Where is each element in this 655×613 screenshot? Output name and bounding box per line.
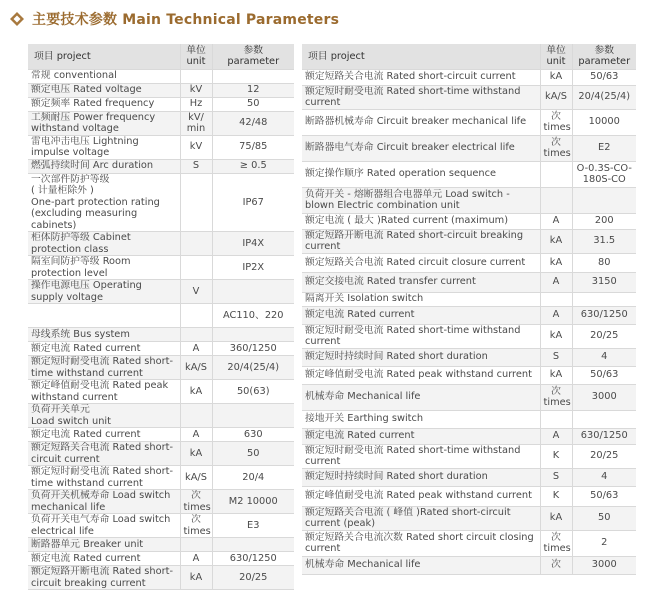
- table-row: [302, 306, 636, 324]
- table-row: [28, 83, 294, 97]
- cell-parameter: [212, 280, 294, 304]
- cell-parameter: 20/4(25/4): [212, 356, 294, 380]
- cell-parameter: 50/63: [572, 366, 636, 384]
- cell-parameter: 50: [212, 97, 294, 111]
- header-parameter: 参数 parameter: [212, 44, 294, 69]
- table-row: [28, 428, 294, 442]
- cell-parameter: ≥ 0.5: [212, 159, 294, 173]
- header-unit: 单位 unit: [180, 44, 212, 69]
- cell-parameter: 10000: [572, 109, 636, 135]
- cell-parameter: [572, 410, 636, 428]
- cell-parameter: 630/1250: [212, 552, 294, 566]
- cell-project: 燃弧持续时间 Arc duration: [28, 159, 180, 173]
- cell-unit: [540, 410, 572, 428]
- cell-project: 额定短时持续时间 Rated short duration: [302, 348, 540, 366]
- parameters-table-right: [302, 44, 636, 575]
- table-header: [28, 44, 294, 69]
- cell-unit: S: [180, 159, 212, 173]
- table-row: [28, 135, 294, 159]
- table-row: [28, 566, 294, 590]
- cell-project: 额定电压 Rated voltage: [28, 83, 180, 97]
- cell-parameter: 20/25: [572, 444, 636, 468]
- cell-project: 额定短时耐受电流 Rated short-time withstand current: [302, 85, 540, 109]
- cell-parameter: IP67: [212, 173, 294, 232]
- cell-unit: kA: [540, 366, 572, 384]
- cell-project: 母线系统 Bus system: [28, 328, 180, 342]
- table-row: [28, 69, 294, 83]
- cell-project: 机械寿命 Mechanical life: [302, 384, 540, 410]
- cell-parameter: 630/1250: [572, 428, 636, 444]
- table-row: [28, 514, 294, 538]
- cell-project: 机械寿命 Mechanical life: [302, 556, 540, 574]
- cell-parameter: 3000: [572, 384, 636, 410]
- cell-project: 常规 conventional: [28, 69, 180, 83]
- cell-project: 额定短路开断电流 Rated short-circuit breaking current: [302, 229, 540, 253]
- cell-project: 额定短时耐受电流 Rated short-time withstand current: [302, 324, 540, 348]
- table-row: [28, 404, 294, 428]
- cell-parameter: 50/63: [572, 69, 636, 85]
- table-row: [302, 384, 636, 410]
- cell-parameter: 630/1250: [572, 306, 636, 324]
- table-row: [302, 69, 636, 85]
- cell-unit: 次 times: [540, 530, 572, 556]
- cell-project: 额定短时耐受电流 Rated short-time withstand current: [28, 466, 180, 490]
- cell-unit: kV: [180, 83, 212, 97]
- cell-project: 操作电源电压 Operating supply voltage: [28, 280, 180, 304]
- cell-project: 接地开关 Earthing switch: [302, 410, 540, 428]
- cell-unit: A: [540, 306, 572, 324]
- cell-unit: 次 times: [540, 384, 572, 410]
- cell-project: 隔室间防护等级 Room protection level: [28, 256, 180, 280]
- cell-parameter: 200: [572, 213, 636, 229]
- cell-project: 隔离开关 Isolation switch: [302, 292, 540, 306]
- cell-unit: kA/S: [180, 356, 212, 380]
- cell-project: 负荷开关单元 Load switch unit: [28, 404, 180, 428]
- cell-parameter: [572, 187, 636, 213]
- cell-unit: kA: [180, 566, 212, 590]
- cell-unit: Hz: [180, 97, 212, 111]
- cell-unit: [180, 304, 212, 328]
- table-row: [302, 187, 636, 213]
- cell-parameter: 360/1250: [212, 342, 294, 356]
- cell-parameter: 50: [572, 506, 636, 530]
- cell-unit: kV: [180, 135, 212, 159]
- table-row: [28, 256, 294, 280]
- cell-project: 断路器单元 Breaker unit: [28, 538, 180, 552]
- table-row: [28, 328, 294, 342]
- cell-parameter: [212, 538, 294, 552]
- cell-parameter: 20/4(25/4): [572, 85, 636, 109]
- cell-project: 额定短路关合电流 Rated short-circuit current: [302, 69, 540, 85]
- table-row: [28, 304, 294, 328]
- table-row: [28, 442, 294, 466]
- table-row: [302, 324, 636, 348]
- cell-parameter: E2: [572, 135, 636, 161]
- table-row: [28, 159, 294, 173]
- cell-project: 柜体防护等级 Cabinet protection class: [28, 232, 180, 256]
- cell-parameter: 3150: [572, 272, 636, 292]
- cell-unit: [180, 404, 212, 428]
- table-row: [28, 356, 294, 380]
- table-row: [302, 213, 636, 229]
- cell-parameter: 2: [572, 530, 636, 556]
- cell-parameter: 75/85: [212, 135, 294, 159]
- cell-unit: kA: [540, 229, 572, 253]
- table-row: [302, 161, 636, 187]
- cell-unit: [180, 173, 212, 232]
- cell-project: 额定短时耐受电流 Rated short-time withstand current: [302, 444, 540, 468]
- cell-unit: 次: [540, 556, 572, 574]
- table-row: [28, 280, 294, 304]
- cell-project: 额定短路关合电流 Rated short-circuit current: [28, 442, 180, 466]
- cell-project: 额定电流 Rated current: [28, 428, 180, 442]
- cell-project: 额定短时持续时间 Rated short duration: [302, 468, 540, 486]
- cell-project: 负荷开关电气寿命 Load switch electrical life: [28, 514, 180, 538]
- cell-unit: A: [540, 272, 572, 292]
- table-row: [302, 468, 636, 486]
- cell-project: 额定短路关合电流 Rated circuit closure current: [302, 253, 540, 272]
- cell-parameter: 20/25: [212, 566, 294, 590]
- cell-parameter: 80: [572, 253, 636, 272]
- cell-unit: 次 times: [540, 135, 572, 161]
- cell-parameter: [572, 292, 636, 306]
- header-unit: 单位 unit: [540, 44, 572, 69]
- table-row: [28, 97, 294, 111]
- cell-project: 额定频率 Rated frequency: [28, 97, 180, 111]
- table-row: [28, 552, 294, 566]
- cell-project: 额定电流 Rated current: [28, 342, 180, 356]
- cell-unit: 次 times: [540, 109, 572, 135]
- cell-project: 断路器电气寿命 Circuit breaker electrical life: [302, 135, 540, 161]
- table-row: [28, 342, 294, 356]
- table-row: [302, 272, 636, 292]
- section-title: [10, 8, 339, 30]
- cell-parameter: O-0.3S-CO- 180S-CO: [572, 161, 636, 187]
- table-row: [302, 253, 636, 272]
- cell-parameter: 12: [212, 83, 294, 97]
- cell-unit: [180, 232, 212, 256]
- cell-project: 额定操作顺序 Rated operation sequence: [302, 161, 540, 187]
- cell-project: 额定短时耐受电流 Rated short-time withstand current: [28, 356, 180, 380]
- cell-unit: 次 times: [180, 514, 212, 538]
- cell-project: 额定电流 Rated current: [302, 428, 540, 444]
- table-row: [302, 85, 636, 109]
- cell-unit: S: [540, 348, 572, 366]
- cell-unit: [180, 328, 212, 342]
- cell-parameter: IP2X: [212, 256, 294, 280]
- cell-parameter: [212, 404, 294, 428]
- cell-unit: A: [180, 428, 212, 442]
- table-row: [28, 490, 294, 514]
- cell-unit: [180, 256, 212, 280]
- header-project: 项目 project: [28, 44, 180, 69]
- table-row: [302, 556, 636, 574]
- cell-project: 负荷开关 - 熔断器组合电器单元 Load switch - blown Electric combination unit: [302, 187, 540, 213]
- cell-unit: K: [540, 444, 572, 468]
- cell-unit: A: [540, 428, 572, 444]
- cell-unit: kA: [180, 442, 212, 466]
- cell-parameter: 4: [572, 348, 636, 366]
- cell-project: 额定峰值耐受电流 Rated peak withstand current: [302, 486, 540, 506]
- cell-unit: [540, 161, 572, 187]
- cell-parameter: 4: [572, 468, 636, 486]
- table-row: [302, 229, 636, 253]
- cell-unit: [180, 538, 212, 552]
- table-header: [302, 44, 636, 69]
- table-row: [28, 232, 294, 256]
- cell-parameter: 42/48: [212, 111, 294, 135]
- table-row: [302, 530, 636, 556]
- cell-project: 额定峰值耐受电流 Rated peak withstand current: [28, 380, 180, 404]
- cell-parameter: 3000: [572, 556, 636, 574]
- table-row: [28, 466, 294, 490]
- table-row: [28, 538, 294, 552]
- cell-parameter: E3: [212, 514, 294, 538]
- cell-unit: [180, 69, 212, 83]
- cell-project: [28, 304, 180, 328]
- table-row: [28, 173, 294, 232]
- cell-unit: S: [540, 468, 572, 486]
- cell-project: 工频耐压 Power frequency withstand voltage: [28, 111, 180, 135]
- cell-parameter: AC110、220: [212, 304, 294, 328]
- cell-parameter: 20/25: [572, 324, 636, 348]
- table-row: [302, 444, 636, 468]
- table-row: [302, 428, 636, 444]
- cell-parameter: 630: [212, 428, 294, 442]
- table-row: [302, 506, 636, 530]
- table-row: [302, 348, 636, 366]
- cell-project: 一次部件防护等级 ( 计量柜除外 ) One-part protection rating (excluding measuring cabinets): [28, 173, 180, 232]
- cell-parameter: IP4X: [212, 232, 294, 256]
- cell-unit: A: [540, 213, 572, 229]
- cell-project: 额定短路开断电流 Rated short-circuit breaking current: [28, 566, 180, 590]
- cell-parameter: 50: [212, 442, 294, 466]
- cell-parameter: [212, 328, 294, 342]
- header-project: 项目 project: [302, 44, 540, 69]
- cell-project: 额定电流 ( 最大 )Rated current (maximum): [302, 213, 540, 229]
- table-row: [28, 380, 294, 404]
- cell-unit: A: [180, 342, 212, 356]
- table-row: [302, 109, 636, 135]
- cell-unit: [540, 187, 572, 213]
- parameters-table-left: [28, 44, 294, 590]
- cell-unit: kA: [180, 380, 212, 404]
- table-row: [302, 366, 636, 384]
- cell-project: 额定电流 Rated current: [28, 552, 180, 566]
- cell-project: 负荷开关机械寿命 Load switch mechanical life: [28, 490, 180, 514]
- diamond-icon: [10, 12, 24, 26]
- cell-unit: kA: [540, 253, 572, 272]
- cell-project: 额定短路关合电流次数 Rated short circuit closing current: [302, 530, 540, 556]
- cell-project: 额定电流 Rated current: [302, 306, 540, 324]
- table-row: [302, 410, 636, 428]
- table-row: [28, 111, 294, 135]
- cell-project: 雷电冲击电压 Lightning impulse voltage: [28, 135, 180, 159]
- cell-parameter: [212, 69, 294, 83]
- cell-unit: kA/S: [180, 466, 212, 490]
- cell-unit: K: [540, 486, 572, 506]
- cell-parameter: 50/63: [572, 486, 636, 506]
- cell-parameter: 31.5: [572, 229, 636, 253]
- table-row: [302, 135, 636, 161]
- cell-parameter: 20/4: [212, 466, 294, 490]
- header-parameter: 参数 parameter: [572, 44, 636, 69]
- cell-unit: 次 times: [180, 490, 212, 514]
- table-row: [302, 486, 636, 506]
- cell-project: 额定短路关合电流 ( 峰值 )Rated short-circuit current (peak): [302, 506, 540, 530]
- cell-unit: kA: [540, 69, 572, 85]
- cell-parameter: M2 10000: [212, 490, 294, 514]
- cell-project: 断路器机械寿命 Circuit breaker mechanical life: [302, 109, 540, 135]
- cell-parameter: 50(63): [212, 380, 294, 404]
- cell-unit: V: [180, 280, 212, 304]
- cell-unit: kA: [540, 324, 572, 348]
- cell-project: 额定交接电流 Rated transfer current: [302, 272, 540, 292]
- page-title: 主要技术参数 Main Technical Parameters: [32, 12, 340, 28]
- cell-project: 额定峰值耐受电流 Rated peak withstand current: [302, 366, 540, 384]
- table-row: [302, 292, 636, 306]
- cell-unit: kA/S: [540, 85, 572, 109]
- cell-unit: A: [180, 552, 212, 566]
- cell-unit: kA: [540, 506, 572, 530]
- cell-unit: [540, 292, 572, 306]
- cell-unit: kV/ min: [180, 111, 212, 135]
